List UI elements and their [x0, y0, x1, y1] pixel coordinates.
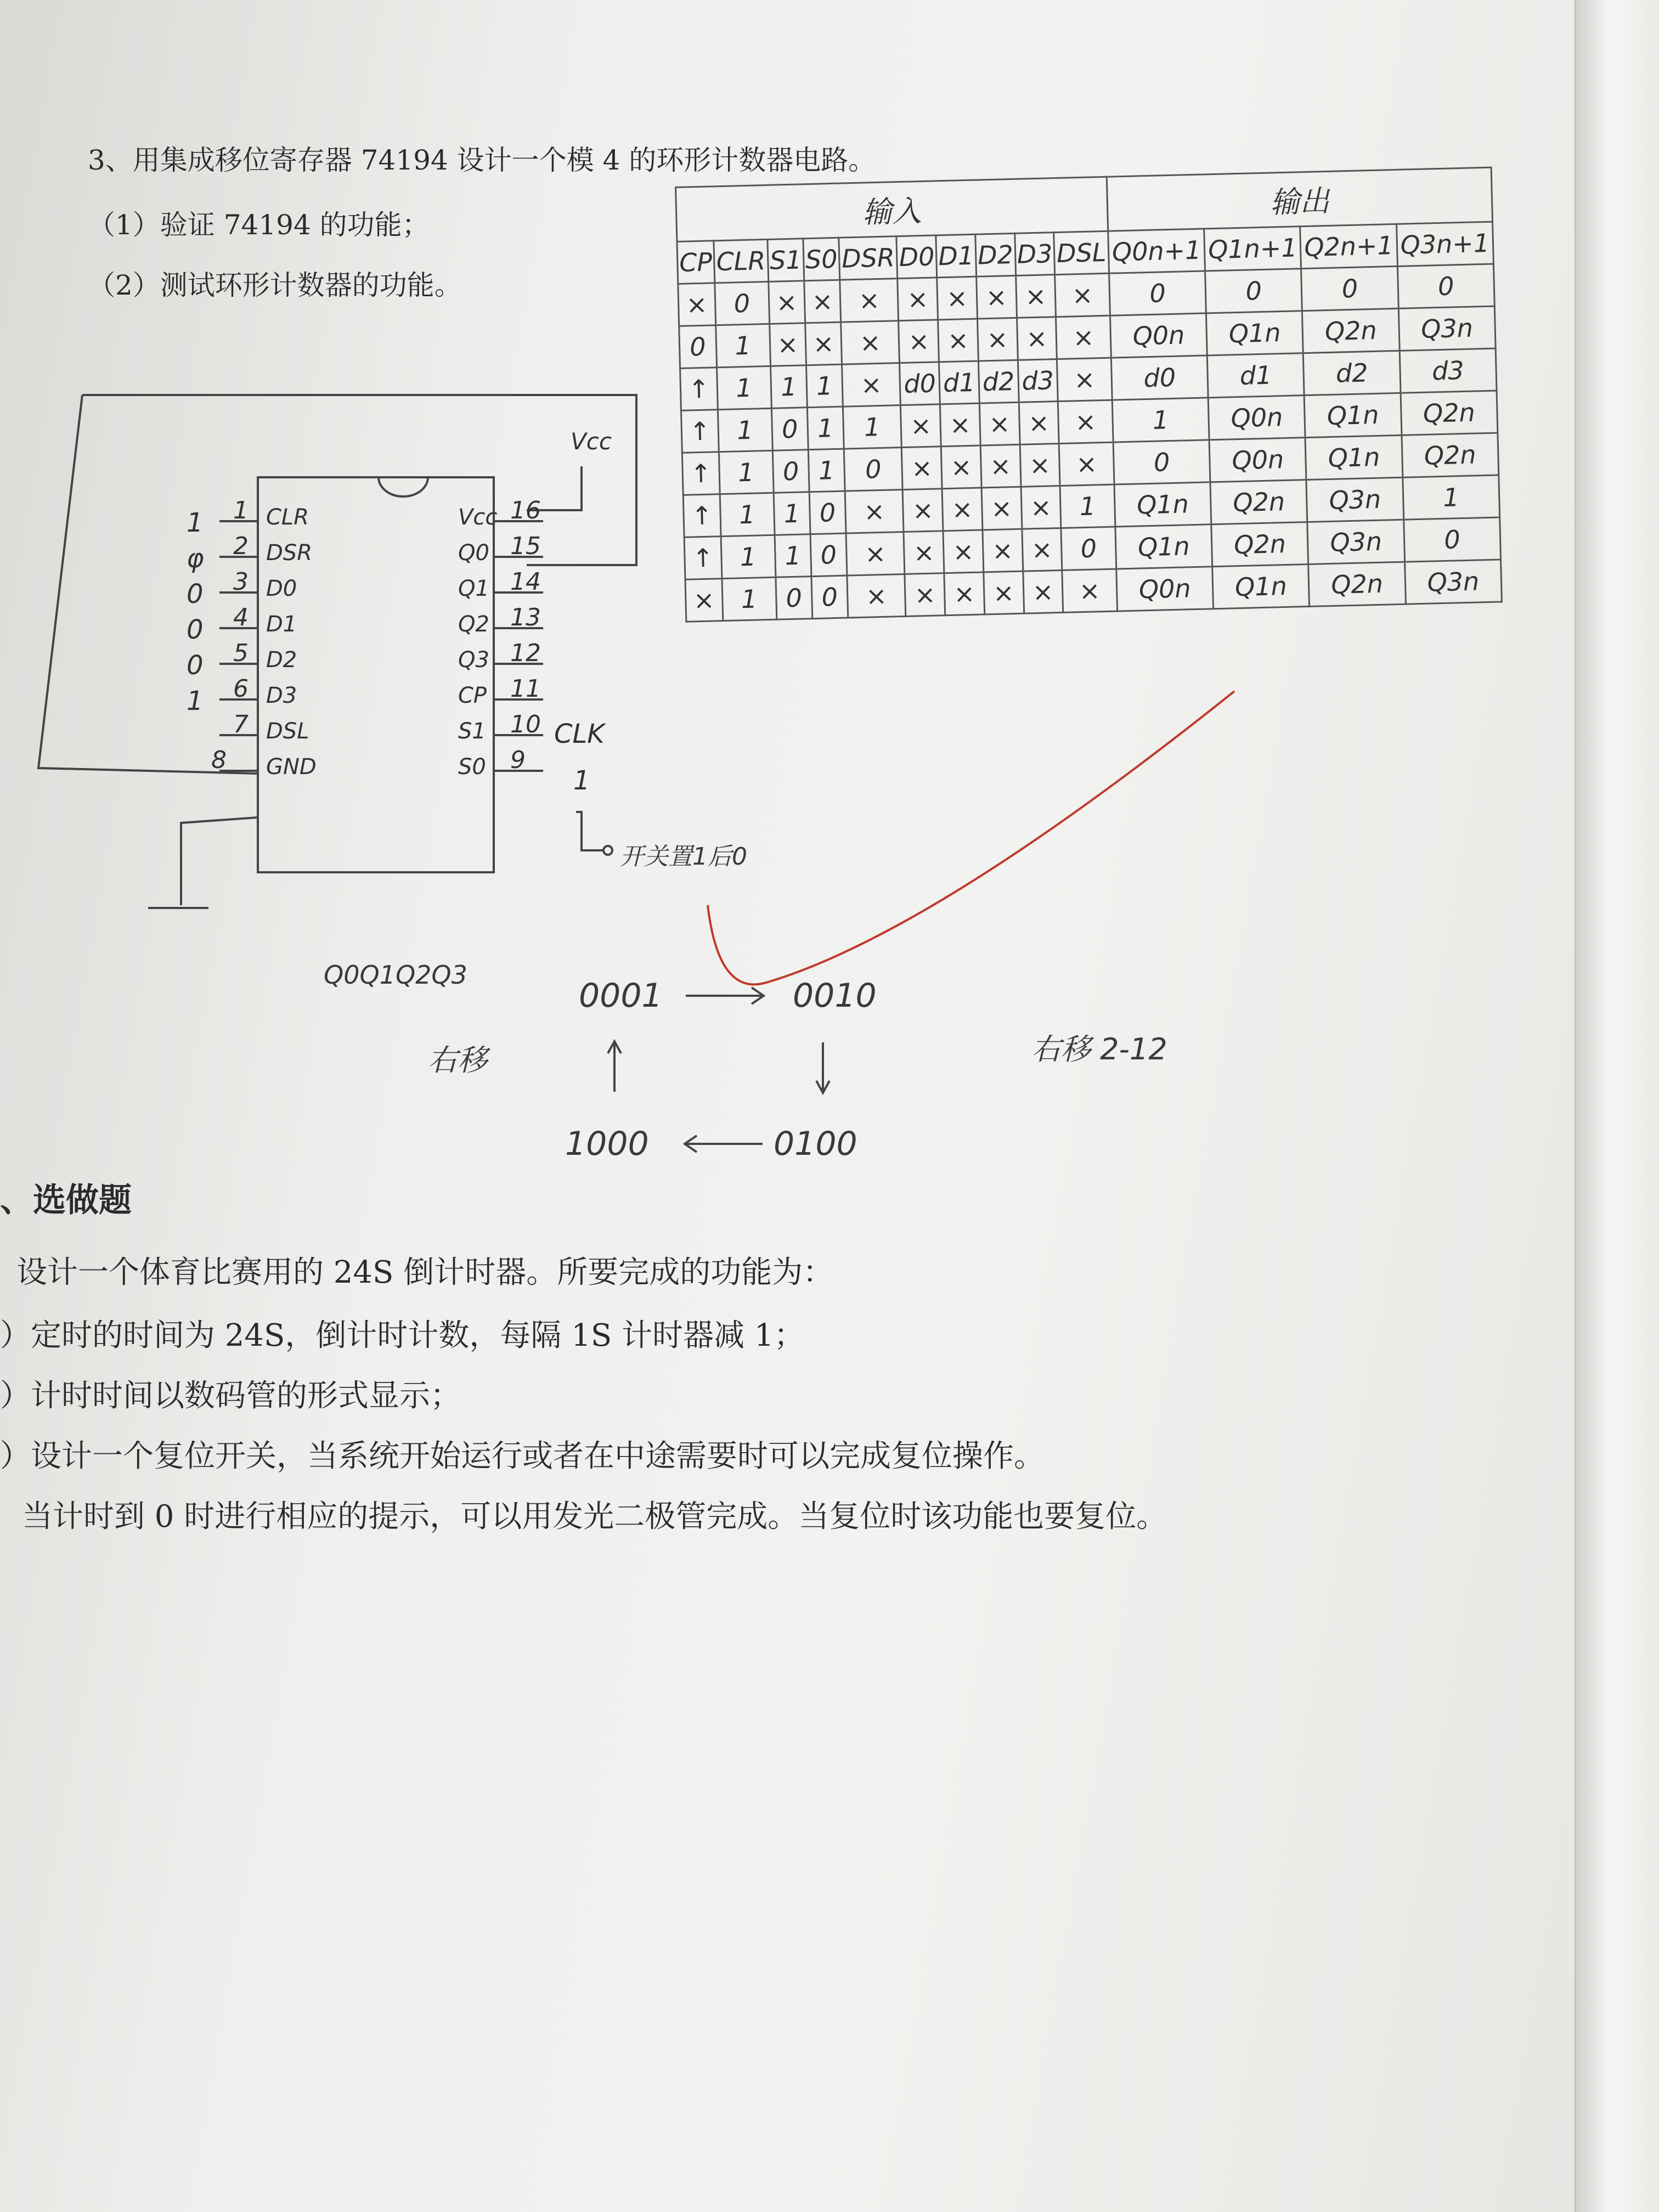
header-cell: D3	[1014, 233, 1055, 276]
table-cell: Q3n	[1404, 560, 1502, 604]
right-pin-name: Q0	[458, 540, 489, 566]
table-cell: 1	[807, 407, 844, 450]
table-cell: 0	[1403, 517, 1500, 562]
header-cell: CP	[677, 241, 714, 284]
table-cell: Q1n	[1305, 393, 1402, 437]
left-pin-name: GND	[266, 754, 317, 780]
table-cell: ×	[977, 275, 1017, 319]
table-cell: Q3n	[1306, 477, 1403, 522]
table-cell: Q1n	[1305, 435, 1402, 479]
switch-note: 开关置1后0	[620, 843, 747, 871]
table-cell: ×	[846, 532, 905, 575]
table-cell: ×	[977, 318, 1018, 361]
right-pin-number: 10	[510, 710, 541, 738]
table-cell: ↑	[682, 452, 719, 495]
table-cell: ×	[1023, 570, 1063, 613]
table-cell: ×	[1020, 444, 1060, 487]
table-cell: 0	[1113, 440, 1210, 484]
table-cell: 1	[721, 535, 776, 578]
table-cell: 0	[809, 491, 846, 534]
table-cell: d1	[1207, 353, 1305, 398]
left-pin-number: 5	[233, 639, 249, 667]
table-cell: ×	[902, 447, 943, 490]
table-cell: 0	[679, 325, 716, 369]
table-cell: ×	[1055, 273, 1110, 317]
table-cell: Q2n	[1401, 391, 1498, 435]
left-pin-value: 0	[187, 614, 204, 645]
table-cell: 1	[719, 450, 774, 494]
table-cell: 0	[1205, 269, 1302, 313]
header-cell: D2	[975, 233, 1016, 276]
table-cell: ×	[981, 487, 1022, 530]
table-cell: d1	[939, 361, 980, 404]
table-cell: d0	[900, 362, 940, 405]
table-cell: ×	[941, 445, 981, 489]
left-pin-name: CLR	[266, 505, 309, 530]
red-check-mark	[708, 691, 1234, 985]
left-pin-number: 1	[233, 496, 249, 524]
table-cell: ×	[898, 278, 938, 321]
optional-heading: 、选做题	[0, 1181, 132, 1220]
table-cell: 1	[770, 365, 807, 409]
header-cell: DSR	[839, 236, 898, 280]
header-cell: D0	[896, 235, 937, 279]
right-pin-number: 15	[510, 532, 541, 560]
table-cell: 1	[718, 408, 772, 452]
table-cell: ×	[1057, 358, 1113, 401]
table-cell: ×	[983, 529, 1023, 572]
table-cell: Q0n	[1209, 438, 1306, 482]
state-0100: 0100	[774, 1125, 857, 1163]
table-cell: ×	[1056, 315, 1111, 359]
left-pin-name: DSL	[266, 719, 309, 744]
left-pin-number: 3	[233, 568, 249, 596]
table-cell: 1	[722, 577, 777, 620]
left-pin-name: DSR	[266, 540, 312, 566]
table-cell: Q1n	[1115, 524, 1212, 569]
left-pin-name: D1	[266, 612, 297, 637]
table-cell: 1	[843, 405, 901, 449]
right-pin-number: 14	[510, 568, 541, 596]
left-pin-number: 7	[233, 710, 249, 738]
table-cell: d2	[1304, 351, 1401, 395]
header-cell: D1	[936, 234, 977, 278]
table-cell: ×	[1022, 528, 1062, 571]
table-cell: ×	[984, 571, 1024, 614]
table-cell: ↑	[683, 494, 720, 538]
table-cell: d2	[978, 360, 1019, 403]
state-0001: 0001	[579, 977, 663, 1015]
table-cell: ×	[940, 403, 980, 447]
table-cell: Q0n	[1116, 567, 1214, 611]
table-cell: ×	[1017, 317, 1057, 360]
table-cell: ×	[899, 320, 939, 363]
table-cell: 1	[1060, 484, 1115, 528]
table-cell: Q0n	[1110, 313, 1207, 358]
table-cell: ×	[769, 281, 805, 324]
table-cell: ×	[938, 319, 979, 362]
table-cell: ×	[979, 402, 1020, 445]
table-cell: 0	[844, 448, 902, 492]
table-cell: d3	[1018, 359, 1058, 403]
table-cell: ×	[901, 404, 941, 448]
table-cell: 1	[808, 449, 845, 492]
s1-value: 1	[573, 765, 590, 796]
table-cell: 0	[714, 281, 769, 325]
table-cell: ↑	[680, 368, 718, 411]
table-cell: ×	[1058, 400, 1113, 443]
optional-line-4: ）设计一个复位开关，当系统开始运行或者在中途需要时可以完成复位操作。	[0, 1438, 1045, 1474]
left-pin-value: 1	[187, 507, 204, 538]
table-cell: Q2n	[1211, 522, 1308, 567]
right-pin-name: Q3	[458, 647, 489, 673]
table-cell: ×	[937, 276, 978, 320]
table-cell: d0	[1111, 356, 1208, 400]
left-pin-value: φ	[187, 543, 204, 574]
header-cell: Q0n+1	[1108, 229, 1205, 273]
table-cell: ×	[942, 488, 983, 531]
optional-line-2: ）定时的时间为 24S，倒计时计数，每隔 1S 计时器减 1；	[0, 1318, 805, 1353]
table-cell: ×	[841, 321, 900, 365]
right-pin-name: S0	[458, 754, 486, 780]
table-cell: 0	[776, 577, 812, 620]
right-shift-note: 右移 2-12	[1031, 1032, 1167, 1066]
left-pin-name: D3	[266, 683, 297, 708]
table-cell: ×	[769, 323, 806, 366]
left-pin-name: D0	[266, 576, 297, 601]
table-cell: ×	[805, 322, 842, 365]
state-1000: 1000	[565, 1125, 649, 1163]
right-pin-name: Q1	[458, 576, 489, 601]
table-cell: ×	[1019, 402, 1059, 445]
table-cell: Q1n	[1114, 482, 1211, 527]
header-cell: S1	[768, 239, 804, 282]
table-cell: 0	[1301, 266, 1398, 311]
optional-line-1: 设计一个体育比赛用的 24S 倒计时器。所要完成的功能为：	[16, 1255, 834, 1290]
table-cell: 1	[774, 492, 810, 535]
table-cell: ×	[1015, 275, 1056, 318]
clk-label: CLK	[554, 719, 605, 749]
table-cell: 0	[771, 408, 808, 451]
table-cell: Q0n	[1208, 396, 1305, 440]
table-cell: 0	[811, 575, 848, 619]
table-cell: ×	[678, 283, 715, 326]
right-pin-number: 12	[510, 639, 541, 667]
left-pin-number: 8	[211, 746, 227, 774]
table-cell: ×	[944, 572, 985, 616]
left-pin-value: 0	[187, 650, 204, 681]
left-pin-name: D2	[266, 647, 297, 673]
header-cell: Q1n+1	[1204, 227, 1301, 271]
table-cell: ×	[905, 573, 945, 617]
table-cell: 0	[1397, 264, 1494, 308]
header-cell: CLR	[714, 239, 769, 283]
right-pin-number: 11	[510, 675, 541, 703]
table-cell: Q1n	[1206, 311, 1304, 356]
table-cell: Q2n	[1402, 433, 1499, 477]
table-cell: ×	[1059, 442, 1114, 486]
table-cell: 0	[1061, 527, 1116, 570]
table-cell: ×	[847, 574, 906, 618]
table-cell: 0	[1109, 271, 1206, 315]
header-cell: S0	[803, 238, 840, 281]
table-cell: 1	[1403, 475, 1500, 520]
table-cell: ×	[845, 490, 904, 534]
right-pin-number: 13	[510, 603, 541, 631]
table-cell: 0	[810, 533, 847, 577]
optional-line-3: ）计时时间以数码管的形式显示；	[0, 1378, 461, 1414]
table-cell: 0	[772, 450, 809, 493]
right-pin-name: CP	[458, 683, 487, 708]
right-pin-name: Q2	[458, 612, 489, 637]
table-cell: 1	[806, 364, 843, 408]
header-cell: DSL	[1054, 231, 1109, 274]
table-cell: ×	[804, 280, 841, 323]
question-title: 3、用集成移位寄存器 74194 设计一个模 4 的环形计数器电路。	[88, 144, 876, 176]
state-0010: 0010	[793, 977, 877, 1015]
left-pin-value: 1	[187, 686, 204, 716]
left-pin-number: 4	[233, 603, 249, 631]
table-cell: ×	[685, 579, 723, 622]
table-cell: Q3n	[1307, 520, 1404, 564]
table-cell: ×	[842, 363, 900, 407]
question-subitem-2: （2）测试环形计数器的功能。	[88, 269, 462, 301]
table-cell: Q2n	[1308, 562, 1406, 606]
table-cell: 1	[716, 366, 771, 409]
table-cell: ↑	[681, 410, 718, 453]
table-cell: Q2n	[1302, 308, 1400, 353]
table-cell: ×	[1021, 486, 1062, 529]
right-pin-name: S1	[458, 719, 486, 744]
table-cell: ×	[840, 279, 899, 323]
header-cell: Q3n+1	[1396, 222, 1493, 266]
optional-line-5: 当计时到 0 时进行相应的提示，可以用发光二极管完成。当复位时该功能也要复位。	[22, 1499, 1167, 1534]
table-cell: Q2n	[1210, 480, 1307, 524]
table-cell: ×	[903, 489, 944, 532]
group-output: 输出	[1107, 167, 1492, 231]
table-cell: Q3n	[1398, 306, 1496, 351]
left-pin-value: 0	[187, 579, 204, 610]
right-pin-name: Vcc	[458, 505, 498, 530]
right-pin-number: 16	[510, 496, 541, 524]
table-cell: ×	[904, 531, 944, 574]
table-cell: ↑	[684, 537, 721, 580]
group-input: 输入	[676, 177, 1108, 241]
left-shift-note: 右移	[428, 1043, 487, 1077]
header-cell: Q2n+1	[1300, 224, 1397, 268]
vcc-label: Vcc	[571, 428, 612, 455]
table-cell: ×	[980, 444, 1021, 488]
question-subitem-1: （1）验证 74194 的功能；	[88, 209, 430, 241]
table-cell: ×	[943, 530, 984, 573]
left-pin-number: 2	[233, 532, 249, 560]
left-pin-number: 6	[233, 675, 249, 703]
table-cell: 1	[715, 324, 770, 367]
table-cell: 1	[720, 493, 775, 536]
table-cell: Q1n	[1212, 564, 1310, 608]
table-cell: 1	[1112, 398, 1209, 442]
table-cell: ×	[1062, 569, 1118, 612]
state-label: Q0Q1Q2Q3	[324, 960, 467, 990]
right-pin-number: 9	[510, 746, 526, 774]
table-cell: d3	[1400, 348, 1497, 393]
table-cell: 1	[775, 534, 811, 578]
